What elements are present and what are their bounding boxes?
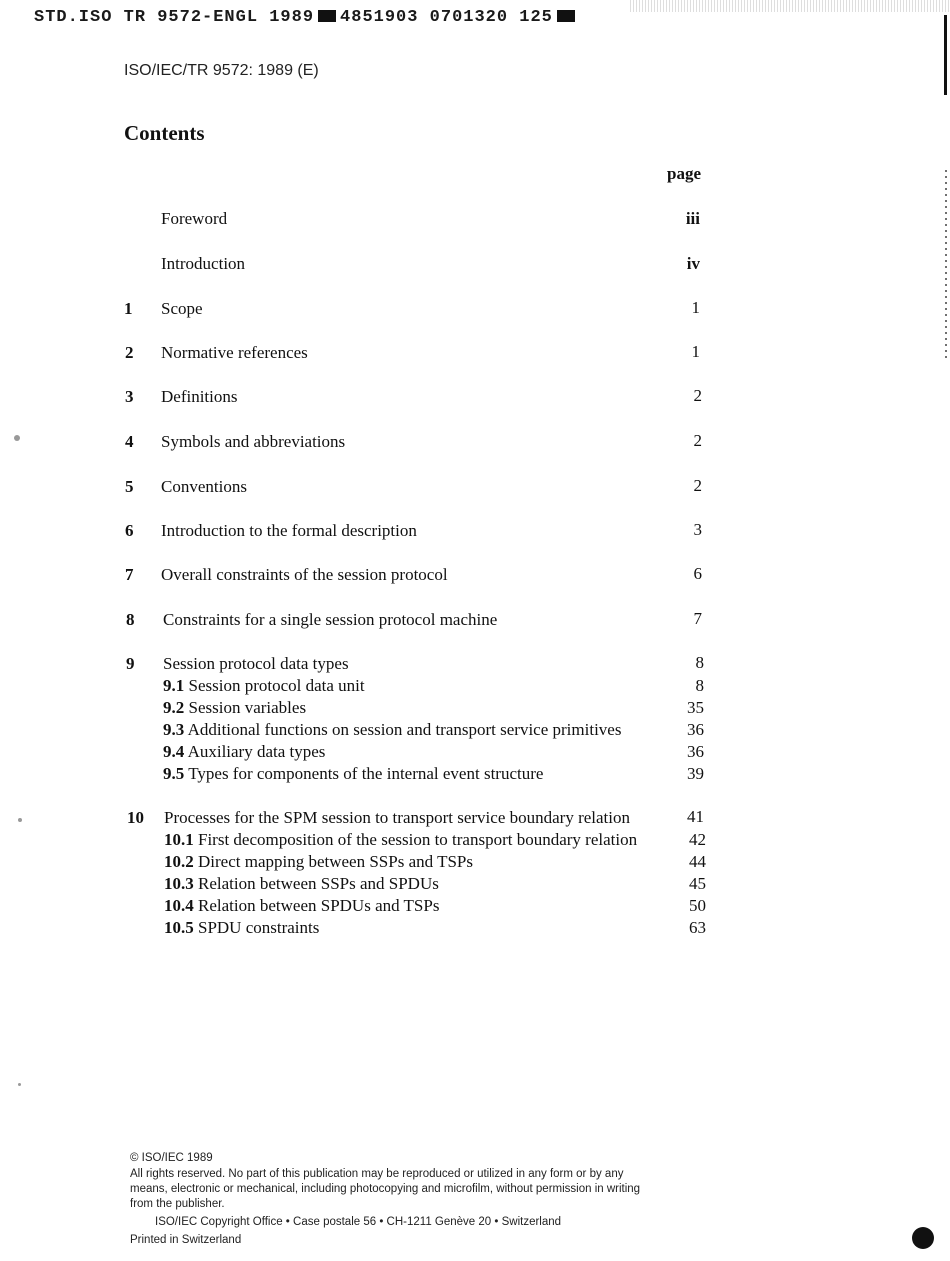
toc-entry-number: 10 <box>127 808 144 827</box>
barcode-block-icon <box>557 10 575 22</box>
footer-copyright: © ISO/IEC 1989 <box>130 1152 213 1164</box>
toc-subentry-number: 10.1 <box>164 830 194 849</box>
toc-subentry-title: SPDU constraints <box>198 918 320 937</box>
toc-subentry-number: 10.5 <box>164 918 194 937</box>
page-column-heading: page <box>667 164 701 183</box>
toc-entry-title: Session protocol data types <box>163 654 349 673</box>
toc-entry-page: 8 <box>695 653 704 672</box>
barcode-block-icon <box>318 10 336 22</box>
toc-subentry <box>164 852 473 872</box>
header-code-part2: 4851903 0701320 125 <box>340 8 553 27</box>
header-code-part1: STD.ISO TR 9572-ENGL 1989 <box>34 8 315 27</box>
document-id: ISO/IEC/TR 9572: 1989 (E) <box>124 62 319 79</box>
toc-entry-page: 2 <box>693 386 702 405</box>
toc-subentry-page: 50 <box>689 896 706 915</box>
toc-subentry-title: Relation between SSPs and SPDUs <box>198 874 439 893</box>
toc-entry-title: Definitions <box>161 387 238 406</box>
toc-subentry-number: 9.2 <box>163 698 185 717</box>
toc-subentry-title: Direct mapping between SSPs and TSPs <box>198 852 473 871</box>
toc-subentry-page: 35 <box>687 698 704 717</box>
toc-entry-title: Conventions <box>161 477 247 496</box>
toc-entry-title: Foreword <box>161 209 228 228</box>
toc-entry-title: Introduction to the formal description <box>161 521 417 540</box>
toc-entry-title: Symbols and abbreviations <box>161 432 346 451</box>
toc-entry-page: 6 <box>693 564 702 583</box>
scan-noise <box>630 0 950 12</box>
toc-subentry-page: 39 <box>687 764 704 783</box>
toc-entry-page: 2 <box>693 431 702 450</box>
toc-subentry-page: 63 <box>689 918 706 937</box>
toc-subentry <box>163 742 325 762</box>
toc-entry-title: Introduction <box>161 254 246 273</box>
toc-entry-page: 3 <box>693 520 702 539</box>
toc-entry-number: 3 <box>125 387 134 406</box>
toc-entry-page: 41 <box>687 807 704 826</box>
toc-entry-number: 7 <box>125 565 134 584</box>
toc-entry-number: 2 <box>125 343 134 362</box>
toc-subentry <box>164 874 439 894</box>
document-header-code <box>34 8 579 27</box>
toc-subentry <box>164 896 439 916</box>
toc-entry-number: 8 <box>126 610 135 629</box>
scan-speck <box>18 818 22 822</box>
toc-subentry-title: Additional functions on session and transport service primitives <box>187 720 622 739</box>
toc-subentry-title: Types for components of the internal event structure <box>188 764 544 783</box>
toc-entry-title: Scope <box>161 299 203 318</box>
toc-entry-page: 1 <box>691 298 700 317</box>
toc-subentry-page: 44 <box>689 852 706 871</box>
toc-subentry-title: First decomposition of the session to transport boundary relation <box>198 830 638 849</box>
toc-entry-number: 6 <box>125 521 134 540</box>
toc-subentry-page: 8 <box>695 676 704 695</box>
toc-subentry-title: Auxiliary data types <box>187 742 326 761</box>
toc-entry-page: iv <box>686 254 700 273</box>
toc-subentry-page: 45 <box>689 874 706 893</box>
footer-printed: Printed in Switzerland <box>130 1234 242 1246</box>
toc-entry-page: 7 <box>693 609 702 628</box>
toc-subentry-page: 36 <box>687 720 704 739</box>
toc-subentry <box>163 764 543 784</box>
toc-subentry-number: 9.4 <box>163 742 185 761</box>
scan-edge-rule <box>944 15 947 95</box>
toc-subentry-page: 36 <box>687 742 704 761</box>
toc-subentry-number: 10.2 <box>164 852 194 871</box>
toc-entry-page: 2 <box>693 476 702 495</box>
toc-subentry <box>163 676 365 696</box>
toc-entry-page: 1 <box>691 342 700 361</box>
scan-speck <box>14 435 20 441</box>
toc-subentry-number: 9.5 <box>163 764 185 783</box>
toc-subentry-number: 9.1 <box>163 676 185 695</box>
seal-icon <box>912 1227 934 1249</box>
toc-subentry-title: Relation between SPDUs and TSPs <box>198 896 440 915</box>
page-title: Contents <box>124 121 205 145</box>
scan-edge-dots <box>945 170 947 360</box>
scan-speck <box>18 1083 21 1086</box>
toc-entry-number: 4 <box>125 432 134 451</box>
toc-subentry <box>164 918 319 938</box>
toc-entry-title: Normative references <box>161 343 308 362</box>
toc-subentry <box>164 830 637 850</box>
toc-entry-number: 1 <box>124 299 133 318</box>
toc-subentry-title: Session protocol data unit <box>188 676 365 695</box>
toc-subentry-number: 10.4 <box>164 896 194 915</box>
toc-entry-number: 9 <box>126 654 135 673</box>
toc-entry-title: Overall constraints of the session protocol <box>161 565 448 584</box>
toc-entry-title: Processes for the SPM session to transport service boundary relation <box>164 808 630 827</box>
toc-subentry-number: 10.3 <box>164 874 194 893</box>
toc-subentry <box>163 720 621 740</box>
toc-entry-number: 5 <box>125 477 134 496</box>
toc-subentry-page: 42 <box>689 830 706 849</box>
toc-entry-page: iii <box>685 209 700 228</box>
toc-subentry-title: Session variables <box>188 698 307 717</box>
toc-subentry <box>163 698 306 718</box>
footer-rights-notice: All rights reserved. No part of this publication may be reproduced or utilized in any form or by any means, electronic or mechanical, including photocopying and microfilm, without permission in writing from the publisher. <box>130 1168 641 1210</box>
toc-entry-title: Constraints for a single session protocol machine <box>163 610 498 629</box>
toc-subentry-number: 9.3 <box>163 720 185 739</box>
footer-office-address: ISO/IEC Copyright Office • Case postale 56 • CH-1211 Genève 20 • Switzerland <box>155 1216 562 1228</box>
